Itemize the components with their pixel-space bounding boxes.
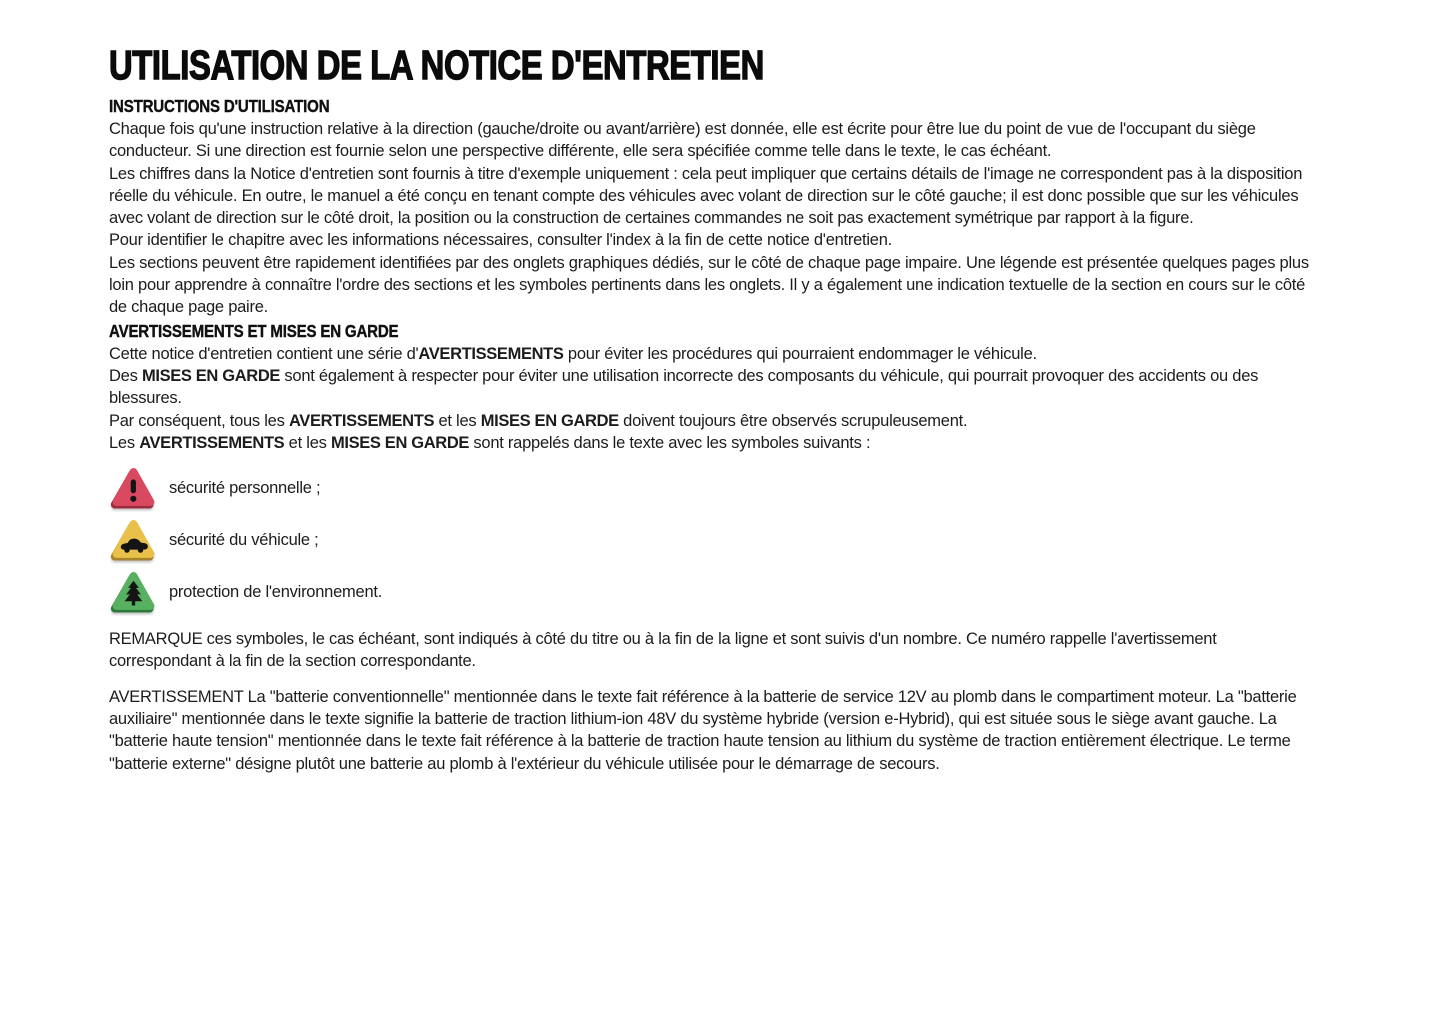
symbol-row-vehicle-safety [109,514,1311,566]
vehicle-safety-label: sécurité du véhicule ; [169,530,319,549]
environment-label: protection de l'environnement. [169,582,383,601]
exclamation-dot [130,495,136,501]
paragraph-warnings-intro: Cette notice d'entretien contient une série d'AVERTISSEMENTS pour éviter les procédures qui pourraient endommager le véhicule. [109,344,1037,363]
symbol-row-environment [109,566,1311,618]
exclamation-bar [130,479,135,493]
page-title [109,44,1311,86]
paragraph-section-tabs: Les sections peuvent être rapidement identifiées par des onglets graphiques dédiés, sur le côté de chaque page impaire. Une légende est présentée quelques pages plus loin pour apprendre à connaître l'ordre des sections et les symboles pertinents dans les onglets. Il y a également une indication textuelle de la section en cours sur le côté de chaque page paire. [109,253,1309,317]
section-heading-instructions-text: INSTRUCTIONS D'UTILISATION [109,96,330,116]
paragraph-direction-convention: Chaque fois qu'une instruction relative à la direction (gauche/droite ou avant/arrière) est donnée, elle est écrite pour être lue du point de vue de l'occupant du siège conducteur. Si une direction est fournie selon une perspective différente, elle sera spécifiée comme telle dans le texte, le cas échéant. [109,120,1256,161]
paragraph-observe-strictly: Par conséquent, tous les AVERTISSEMENTS et les MISES EN GARDE doivent toujours être observés scrupuleusement. [109,411,968,430]
page-title-text: UTILISATION DE LA NOTICE D'ENTRETIEN [109,42,764,88]
warning-symbols-list [109,462,1311,618]
page-content [109,0,1311,775]
vehicle-safety-triangle-icon [109,516,157,564]
paragraph-figures-example: Les chiffres dans la Notice d'entretien sont fournis à titre d'exemple uniquement : cela peut impliquer que certains détails de l'image ne correspondent pas à la disposition réelle du véhicule. En outre, le manuel a été conçu en tenant compte des véhicules avec volant de direction sur le côté gauche; il est donc possible que sur les véhicules avec volant de direction sur le côté droit, la position ou la construction de certaines commandes ne soit pas exactement symétrique par rapport à la figure. [109,164,1303,228]
paragraph-note-symbols: REMARQUE ces symboles, le cas échéant, sont indiqués à côté du titre ou à la fin de la ligne et sont suivis d'un nombre. Ce numéro rappelle l'avertissement correspondant à la fin de la section correspondante. [109,630,1217,671]
paragraph-symbols-intro: Les AVERTISSEMENTS et les MISES EN GARDE sont rappelés dans le texte avec les symboles suivants : [109,433,871,452]
environment-triangle-icon [109,568,157,616]
car-wheel-right [137,547,142,552]
personal-safety-label: sécurité personnelle ; [169,478,321,497]
paragraph-battery-warning: AVERTISSEMENT La "batterie conventionnelle" mentionnée dans le texte fait référence à la batterie de service 12V au plomb dans le compartiment moteur. La "batterie auxiliaire" mentionnée dans le texte signifie la batterie de traction lithium-ion 48V du système hybride (version e-Hybrid), qui est située sous le siège avant gauche. La "batterie haute tension" mentionnée dans le texte fait référence à la batterie de traction haute tension au lithium du système de traction entièrement électrique. Le terme "batterie externe" désigne plutôt une batterie au plomb à l'extérieur du véhicule utilisée pour le démarrage de secours. [109,687,1297,773]
car-wheel-left [124,547,129,552]
personal-safety-triangle-icon [109,464,157,512]
symbol-row-personal-safety [109,462,1311,514]
section-heading-instructions [109,96,1311,116]
paragraph-cautions-intro: Des MISES EN GARDE sont également à respecter pour éviter une utilisation incorrecte des composants du véhicule, qui pourrait provoquer des accidents ou des blessures. [109,366,1259,408]
section-heading-warnings [109,321,1311,341]
paragraph-index-reference: Pour identifier le chapitre avec les informations nécessaires, consulter l'index à la fin de cette notice d'entretien. [109,231,892,250]
section-heading-warnings-text: AVERTISSEMENTS ET MISES EN GARDE [109,320,399,341]
